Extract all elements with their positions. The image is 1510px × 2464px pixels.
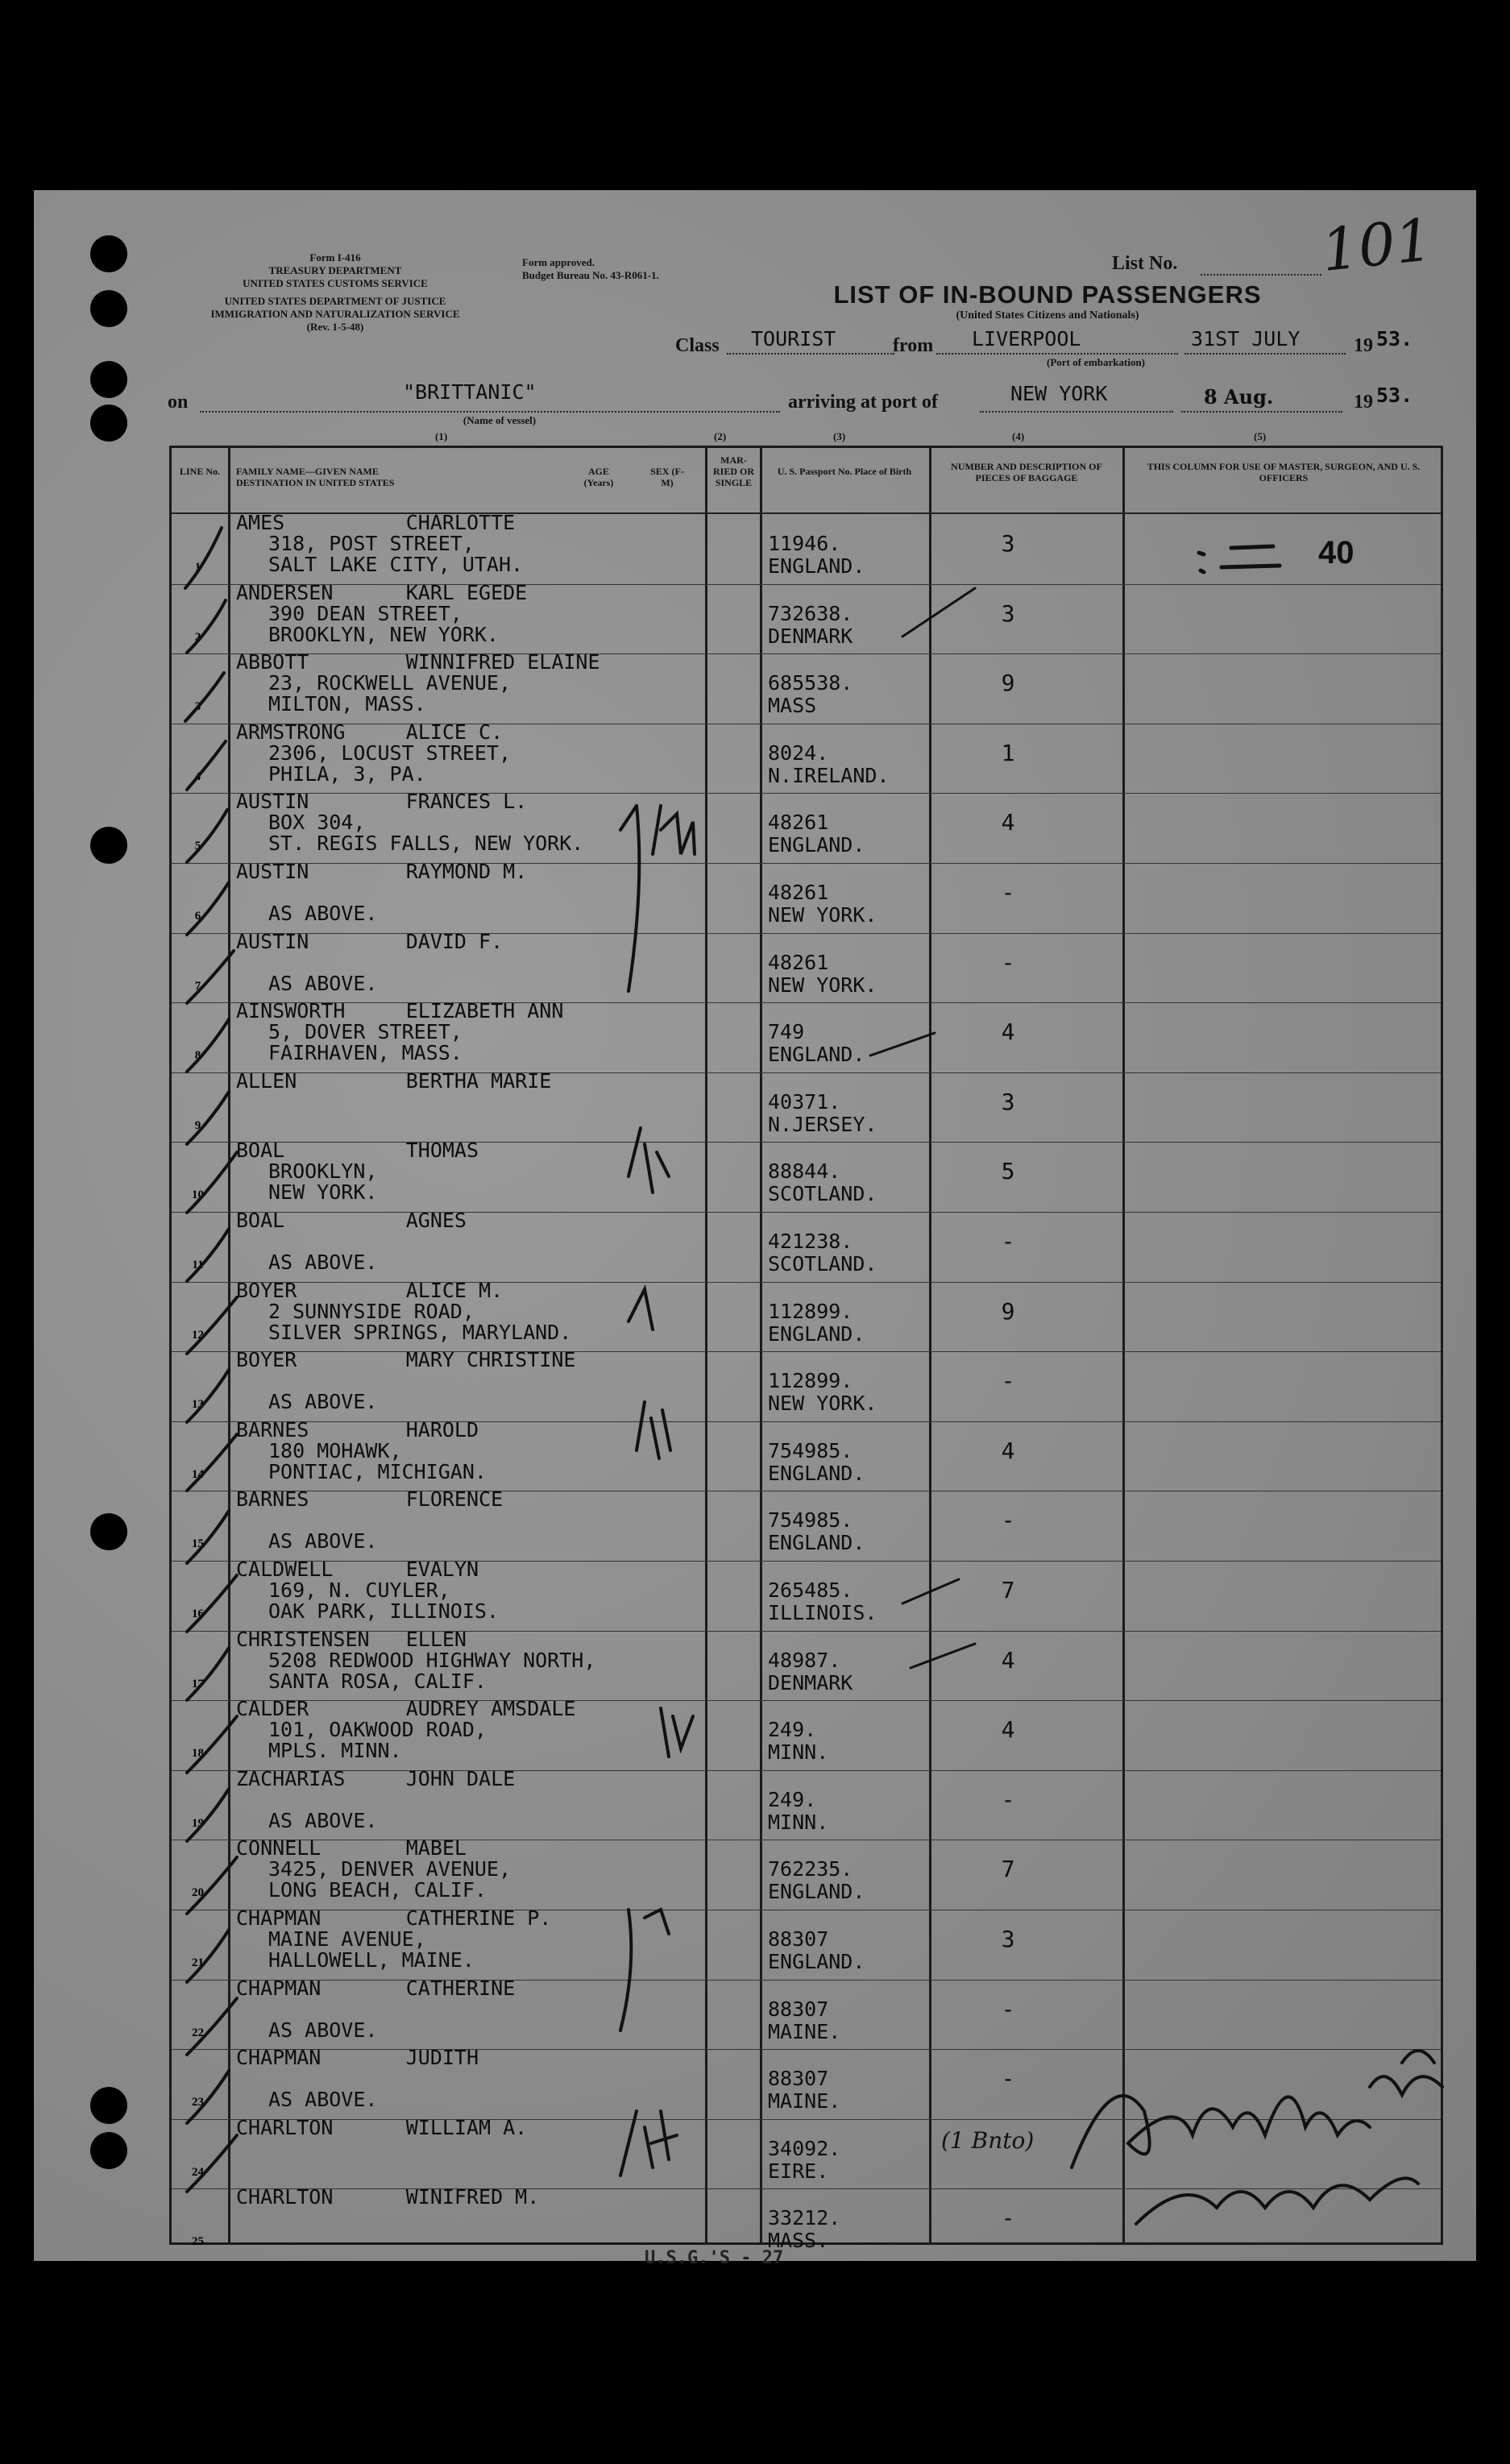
line-number: 10 [192,1188,204,1202]
embark-year: 53. [1376,327,1413,351]
address-line-1: 23, ROCKWELL AVENUE, [268,671,512,695]
line-number: 14 [192,1467,204,1481]
address-line-2: AS ABOVE. [268,2088,378,2112]
passenger-name: CALDWELL EVALYN [236,1558,479,1581]
passport-number: 88307 [768,2067,829,2091]
address-line-1: 5208 REDWOOD HIGHWAY NORTH, [268,1648,596,1672]
line-number: 18 [192,1747,204,1761]
embark-year-prefix: 19 [1354,335,1373,356]
address-line-2: PHILA, 3, PA. [268,761,426,786]
arrival-date: 8 Aug. [1204,385,1274,409]
line-number: 12 [192,1328,204,1342]
place-of-birth: MAINE. [768,2019,841,2043]
col-number-3: (3) [833,430,846,442]
passenger-name: BARNES FLORENCE [236,1487,504,1512]
place-of-birth: NEW YORK. [768,973,877,997]
baggage-count: - [1001,879,1015,906]
address-line-2: AS ABOVE. [268,1808,378,1832]
line-number: 21 [192,1956,204,1969]
address-line-1: 3425, DENVER AVENUE, [268,1857,512,1881]
line-number: 25 [192,2235,204,2249]
passenger-name: BOAL THOMAS [236,1139,479,1163]
passenger-name: AINSWORTH ELIZABETH ANN [236,999,564,1023]
place-of-birth: N.JERSEY. [768,1112,877,1136]
embarkation-date: 31ST JULY [1191,327,1301,351]
address-line-1: BROOKLYN, [268,1159,378,1184]
address-line-1: 2 SUNNYSIDE ROAD, [268,1299,475,1323]
passenger-name: AMES CHARLOTTE [236,511,516,534]
passport-number: 112899. [768,1299,853,1323]
address-line-1: MAINE AVENUE, [268,1927,426,1951]
line-number: 2 [194,630,201,644]
passport-number: 112899. [768,1369,853,1393]
address-line-2: LONG BEACH, CALIF. [268,1878,487,1902]
col-number-2: (2) [714,430,727,442]
place-of-birth: MASS. [768,2229,829,2253]
address-line-2: AS ABOVE. [268,2018,378,2042]
passenger-name: CALDER AUDREY AMSDALE [236,1697,576,1721]
address-line-2: BROOKLYN, NEW YORK. [268,622,499,646]
passenger-name: AUSTIN FRANCES L. [236,790,528,814]
passport-number: 88307 [768,1927,829,1951]
address-line-2: SALT LAKE CITY, UTAH. [268,553,524,576]
place-of-birth: MAINE. [768,2089,841,2113]
passenger-name: CHAPMAN CATHERINE [236,1976,516,2000]
place-of-birth: ENGLAND. [768,833,865,857]
header-sex: SEX (F-M) [650,466,684,488]
place-of-birth: SCOTLAND. [768,1252,877,1276]
line-number: 3 [194,700,201,714]
baggage-count: 9 [1001,670,1015,697]
header-name: FAMILY NAME—GIVEN NAME DESTINATION IN UNITED STATES [236,466,395,488]
header-baggage: NUMBER AND DESCRIPTION OF PIECES OF BAGGAGE [951,461,1102,483]
baggage-count: - [1001,2205,1015,2232]
address-line-2: SILVER SPRINGS, MARYLAND. [268,1320,572,1344]
address-line-2: MILTON, MASS. [268,692,426,716]
form-number: Form I-416 [309,251,361,263]
class-value: TOURIST [751,327,836,351]
passport-number: 249. [768,1718,817,1742]
place-of-birth: ENGLAND. [768,554,865,578]
address-line-2: AS ABOVE. [268,971,378,995]
passenger-name: BARNES HAROLD [236,1417,479,1441]
col-number-5: (5) [1254,430,1267,442]
port-embark-caption: (Port of embarkation) [1046,356,1146,368]
arriving-label: arriving at port of [788,392,938,413]
justice-dept: UNITED STATES DEPARTMENT OF JUSTICE [224,295,446,307]
baggage-count: 3 [1001,1926,1015,1952]
passenger-name: BOAL AGNES [236,1209,467,1232]
line-number: 23 [192,2096,204,2109]
passenger-name: CHARLTON WILLIAM A. [236,2115,528,2139]
baggage-count: 3 [1001,1088,1015,1115]
line-number: 17 [192,1677,204,1690]
passport-number: 249. [768,1787,817,1811]
passport-number: 754985. [768,1438,853,1462]
line-number: 5 [194,840,201,853]
baggage-count: 4 [1001,1018,1015,1046]
address-line-2: PONTIAC, MICHIGAN. [268,1459,487,1483]
passenger-name: ZACHARIAS JOHN DALE [236,1766,516,1790]
line-number: 13 [192,1398,204,1412]
place-of-birth: ILLINOIS. [768,1601,877,1624]
place-of-birth: DENMARK [768,624,853,648]
passenger-name: ARMSTRONG ALICE C. [236,720,504,744]
passport-number: 754985. [768,1508,853,1533]
address-line-2: NEW YORK. [268,1180,378,1205]
line-number: 15 [192,1537,204,1551]
passport-number: 762235. [768,1857,853,1881]
place-of-birth: DENMARK [768,1670,853,1695]
vessel-caption: (Name of vessel) [463,414,537,426]
line-number: 1 [194,561,201,574]
header-passport: U. S. Passport No. Place of Birth [777,466,912,477]
baggage-count: - [1001,948,1015,976]
page-subtitle: (United States Citizens and Nationals) [956,309,1139,321]
line-number: 16 [192,1607,204,1620]
place-of-birth: MINN. [768,1740,829,1765]
passenger-name: CONNELL MABEL [236,1836,467,1860]
address-line-1: 101, OAKWOOD ROAD, [268,1718,487,1742]
line-number: 6 [194,910,201,923]
page-title: LIST OF IN-BOUND PASSENGERS [833,280,1262,309]
list-number-handwritten: 101 [1317,205,1436,284]
address-line-2: OAK PARK, ILLINOIS. [268,1599,499,1623]
passenger-name: BOYER ALICE M. [236,1278,504,1302]
passport-number: 732638. [768,601,853,625]
baggage-count: - [1001,1367,1015,1395]
line-number: 7 [194,979,201,993]
address-line-1: 169, N. CUYLER, [268,1578,450,1602]
customs-service: UNITED STATES CUSTOMS SERVICE [243,277,428,289]
baggage-count: 4 [1001,1716,1015,1744]
place-of-birth: ENGLAND. [768,1950,865,1973]
passport-number: 48987. [768,1648,841,1672]
baggage-count: 9 [1001,1297,1015,1325]
ins-service: IMMIGRATION AND NATURALIZATION SERVICE [210,308,460,320]
address-line-1: 318, POST STREET, [268,532,475,555]
baggage-count: 3 [1001,530,1015,557]
place-of-birth: MASS [768,694,817,718]
baggage-count: - [1001,1995,1015,2022]
passport-number: 34092. [768,2136,841,2160]
baggage-count: 1 [1001,739,1015,766]
line-number: 11 [192,1259,204,1271]
line-number: 19 [192,1816,204,1830]
passenger-name: ABBOTT WINNIFRED ELAINE [236,650,600,674]
header-officers: THIS COLUMN FOR USE OF MASTER, SURGEON, AND U. S. OFFICERS [1147,461,1421,483]
place-of-birth: NEW YORK. [768,903,877,927]
passenger-name: AUSTIN DAVID F. [236,929,504,953]
baggage-count: 7 [1001,1577,1015,1603]
passport-number: 48261 [768,811,829,835]
address-line-2: AS ABOVE. [268,1251,378,1274]
address-line-1: BOX 304, [268,811,366,835]
passenger-name: CHARLTON WINIFRED M. [236,2185,540,2209]
address-line-1: 5, DOVER STREET, [268,1020,463,1044]
baggage-count: 4 [1001,809,1015,836]
from-label: from [893,335,934,356]
officer-note: 40 [1318,535,1354,570]
port-of-embarkation: LIVERPOOL [972,327,1081,351]
vessel-name: "BRITTANIC" [403,380,537,404]
place-of-birth: MINN. [768,1810,829,1834]
place-of-birth: EIRE. [768,2159,829,2183]
passport-number: 40371. [768,1089,841,1114]
baggage-count: - [1001,2065,1015,2093]
passport-number: 8024. [768,740,829,765]
form-approved-line2: Budget Bureau No. 43-R061-1. [522,269,659,281]
baggage-note-row24: (1 Bnto) [941,2127,1035,2154]
address-line-2: AS ABOVE. [268,902,378,925]
place-of-birth: ENGLAND. [768,1321,865,1346]
header-age: AGE (Years) [583,466,614,488]
line-number: 22 [192,2026,204,2039]
passport-number: 11946. [768,532,841,555]
address-line-1: 2306, LOCUST STREET, [268,740,512,765]
passenger-name: ALLEN BERTHA MARIE [236,1068,552,1093]
baggage-count: - [1001,1228,1015,1255]
arrival-year-prefix: 19 [1354,392,1373,413]
address-line-2: MPLS. MINN. [268,1739,402,1763]
class-label: Class [675,335,720,356]
passenger-name: BOYER MARY CHRISTINE [236,1348,576,1372]
address-line-2: ST. REGIS FALLS, NEW YORK. [268,832,584,856]
passenger-name: CHAPMAN CATHERINE P. [236,1906,552,1930]
place-of-birth: N.IRELAND. [768,763,890,787]
passenger-name: ANDERSEN KARL EGEDE [236,580,528,604]
baggage-count: 4 [1001,1646,1015,1674]
footer-code: U.S.G.'S - 27 [645,2248,784,2268]
header-married: MAR-RIED OR SINGLE [712,454,754,488]
address-line-2: AS ABOVE. [268,1529,378,1553]
address-line-1: 390 DEAN STREET, [268,601,463,625]
baggage-count: - [1001,1507,1015,1534]
passenger-name: AUSTIN RAYMOND M. [236,860,528,883]
form-revision: (Rev. 1-5-48) [306,321,364,333]
baggage-count: 3 [1001,599,1015,627]
treasury-dept: TREASURY DEPARTMENT [268,264,402,276]
place-of-birth: ENGLAND. [768,1880,865,1904]
place-of-birth: ENGLAND. [768,1531,865,1555]
arrival-year: 53. [1376,384,1413,407]
passport-number: 685538. [768,671,853,695]
passport-number: 48261 [768,950,829,974]
place-of-birth: SCOTLAND. [768,1182,877,1206]
passport-number: 48261 [768,881,829,904]
passport-number: 749 [768,1020,805,1044]
line-number: 4 [194,769,201,783]
address-line-2: AS ABOVE. [268,1390,378,1414]
passenger-name: CHRISTENSEN ELLEN [236,1627,467,1651]
list-number-label: List No. [1112,253,1178,274]
line-number: 24 [192,2165,204,2179]
col-number-1: (1) [435,430,448,442]
col-number-4: (4) [1012,430,1025,442]
passport-number: 88844. [768,1159,841,1184]
place-of-birth: NEW YORK. [768,1392,877,1416]
address-line-2: SANTA ROSA, CALIF. [268,1669,487,1693]
baggage-count: 4 [1001,1437,1015,1464]
header-line-no: LINE No. [179,466,220,477]
passport-number: 88307 [768,1997,829,2021]
baggage-count: 5 [1001,1158,1015,1185]
place-of-birth: ENGLAND. [768,1461,865,1485]
place-of-birth: ENGLAND. [768,1043,865,1067]
passport-number: 33212. [768,2206,841,2230]
line-number: 9 [194,1118,201,1132]
line-number: 20 [192,1886,204,1900]
baggage-count: 7 [1001,1856,1015,1883]
address-line-1: 180 MOHAWK, [268,1438,402,1462]
address-line-2: HALLOWELL, MAINE. [268,1948,475,1972]
baggage-count: - [1001,1786,1015,1813]
arrival-port: NEW YORK [1010,382,1108,405]
form-approved-line1: Form approved. [522,256,595,268]
on-label: on [168,392,189,413]
passport-number: 265485. [768,1578,853,1602]
passport-number: 421238. [768,1230,853,1253]
passenger-name: CHAPMAN JUDITH [236,2046,479,2070]
address-line-2: FAIRHAVEN, MASS. [268,1041,463,1065]
line-number: 8 [194,1049,201,1063]
